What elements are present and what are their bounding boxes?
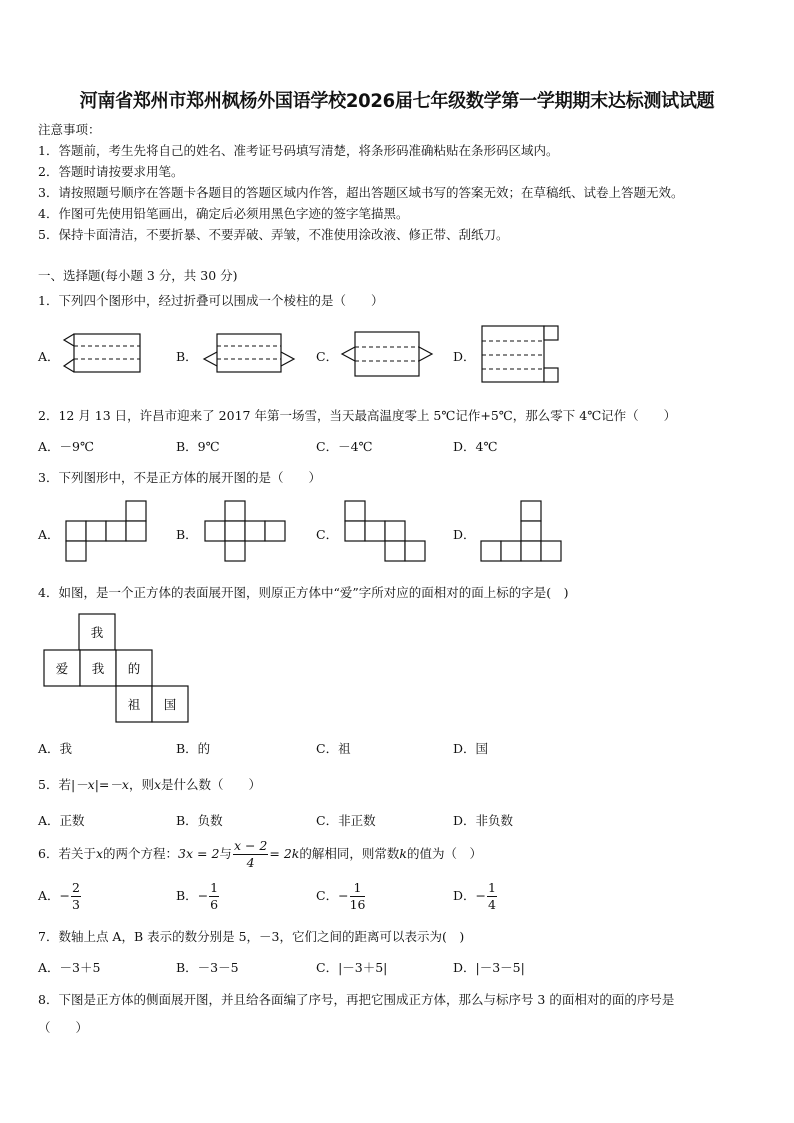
fraction-numerator: 1 (488, 880, 496, 895)
q3-figure-d (479, 500, 569, 566)
fraction-denominator: 3 (72, 897, 80, 912)
q1-figure-a (62, 330, 144, 380)
q1-option-d-label: D． (453, 349, 476, 364)
q4-option-b: B．的 (176, 741, 211, 756)
q3-option-a-label: A． (38, 527, 60, 542)
notice-item: 4．作图可先使用铅笔画出，确定后必须用黑色字迹的签字笔描黑。 (38, 206, 409, 221)
q6-var-x: x (95, 846, 104, 861)
option-fraction (487, 880, 497, 913)
section-heading: 一、选择题(每小题 3 分，共 30 分) (38, 268, 238, 283)
notice-item: 3．请按照题号顺序在答题卡各题目的答题区域内作答，超出答题区域书写的答案无效；在草稿纸、试卷上答题无效。 (38, 185, 684, 200)
option-fraction (71, 880, 81, 913)
page-title: 河南省郑州市郑州枫杨外国语学校2026届七年级数学第一学期期末达标测试试题 (79, 91, 715, 112)
question-1-stem: 1．下列四个图形中，经过折叠可以围成一个棱柱的是（ ） (38, 293, 384, 308)
minus-sign: − (197, 888, 209, 903)
q2-option-b: B．9℃ (176, 439, 220, 454)
fraction-denominator: 4 (488, 897, 496, 912)
q7-option-c: C．|－3＋5| (316, 960, 388, 975)
option-label: D． (453, 888, 476, 903)
q6-option-d (453, 880, 498, 913)
q1-figure-d (480, 324, 570, 386)
question-5-stem (38, 775, 261, 793)
minus-sign: − (338, 888, 349, 903)
q5-stem-end: 是什么数（ ） (161, 777, 262, 792)
question-8-stem-continued: （ ） (38, 1020, 89, 1035)
q6-equation-2-rhs: = 2k (269, 846, 300, 861)
option-fraction (350, 880, 366, 913)
question-7-stem: 7．数轴上点 A，B 表示的数分别是 5，－3，它们之间的距离可以表示为( ) (38, 929, 465, 944)
net-cell-label: 国 (163, 697, 177, 712)
q3-figure-a (64, 500, 154, 566)
q5-stem-prefix: 5．若 (38, 777, 71, 792)
q4-option-a: A．我 (38, 741, 73, 756)
question-6-stem (38, 838, 482, 871)
question-4-stem: 4．如图，是一个正方体的表面展开图，则原正方体中“爱”字所对应的面相对的面上标的字是( ) (38, 585, 569, 600)
q1-figure-c (338, 330, 438, 380)
net-cell-label: 我 (91, 661, 105, 676)
q6-option-c (316, 880, 366, 913)
net-cell-label: 祖 (127, 697, 141, 712)
fraction-numerator: 1 (210, 880, 219, 895)
question-8-stem: 8．下图是正方体的侧面展开图，并且给各面编了序号，再把它围成正方体，那么与标序号 3 的面相对的面的序号是 (38, 992, 675, 1007)
q6-with: 与 (219, 846, 232, 861)
fraction-denominator: 16 (349, 897, 366, 912)
q2-option-a: A．－9℃ (38, 439, 94, 454)
q5-stem-math: |－x|=－x (70, 777, 129, 792)
option-label: B． (176, 888, 198, 903)
fraction-denominator: 4 (246, 855, 255, 870)
q4-option-d: D．国 (453, 741, 489, 756)
q6-equation-2-fraction (233, 838, 268, 871)
q6-stem-prefix: 6．若关于 (38, 846, 96, 861)
question-2-stem: 2．12 月 13 日，许昌市迎来了 2017 年第一场雪，当天最高温度零上 5℃记作+5℃，那么零下 4℃记作（ ） (38, 408, 677, 423)
net-cell-label: 爱 (55, 661, 69, 676)
q6-equation-1: 3x = 2 (178, 846, 220, 861)
q5-stem-var: x (153, 777, 162, 792)
q1-figure-b (200, 330, 300, 380)
q2-option-d: D．4℃ (453, 439, 498, 454)
question-3-stem: 3．下列图形中，不是正方体的展开图的是（ ） (38, 470, 321, 485)
fraction-numerator: x − 2 (233, 838, 268, 853)
q3-figure-b (203, 500, 293, 566)
fraction-numerator: 1 (350, 880, 366, 897)
net-cell-label: 的 (127, 661, 141, 676)
q5-option-a: A．正数 (38, 813, 85, 828)
q6-option-b (176, 880, 220, 913)
q3-option-b-label: B． (176, 527, 198, 542)
q7-option-b: B．－3－5 (176, 960, 239, 975)
q6-var-k: k (399, 846, 407, 861)
minus-sign: − (59, 888, 71, 903)
net-cell-label: 我 (90, 625, 104, 640)
q7-option-d: D．|－3－5| (453, 960, 525, 975)
notice-item: 2．答题时请按要求用笔。 (38, 164, 184, 179)
q7-option-a: A．－3＋5 (38, 960, 101, 975)
minus-sign: − (475, 888, 487, 903)
q4-cube-net (43, 613, 193, 725)
q6-stem-end: 的值为（ ） (406, 846, 482, 861)
q5-stem-suffix: ，则 (128, 777, 154, 792)
q5-option-d: D．非负数 (453, 813, 514, 828)
notice-heading: 注意事项： (38, 122, 101, 137)
q4-option-c: C．祖 (316, 741, 351, 756)
notice-item: 1．答题前，考生先将自己的姓名、准考证号码填写清楚，将条形码准确粘贴在条形码区域内。 (38, 143, 559, 158)
fraction-numerator: 2 (72, 880, 80, 895)
notice-item: 5．保持卡面清洁，不要折暴、不要弄破、弄皱，不准使用涂改液、修正带、刮纸刀。 (38, 227, 509, 242)
q1-option-a-label: A． (38, 349, 60, 364)
q6-stem-suffix: 的解相同，则常数 (299, 846, 400, 861)
option-label: C． (316, 888, 339, 903)
fraction-denominator: 6 (210, 897, 219, 912)
q5-option-c: C．非正数 (316, 813, 376, 828)
option-fraction (209, 880, 219, 913)
q5-option-b: B．负数 (176, 813, 223, 828)
option-label: A． (38, 888, 60, 903)
q1-option-c-label: C． (316, 349, 339, 364)
q3-option-d-label: D． (453, 527, 476, 542)
q1-option-b-label: B． (176, 349, 198, 364)
q6-option-a (38, 880, 82, 913)
q6-stem-mid: 的两个方程： (103, 846, 179, 861)
q2-option-c: C．－4℃ (316, 439, 373, 454)
q3-figure-c (343, 500, 433, 566)
q3-option-c-label: C． (316, 527, 339, 542)
